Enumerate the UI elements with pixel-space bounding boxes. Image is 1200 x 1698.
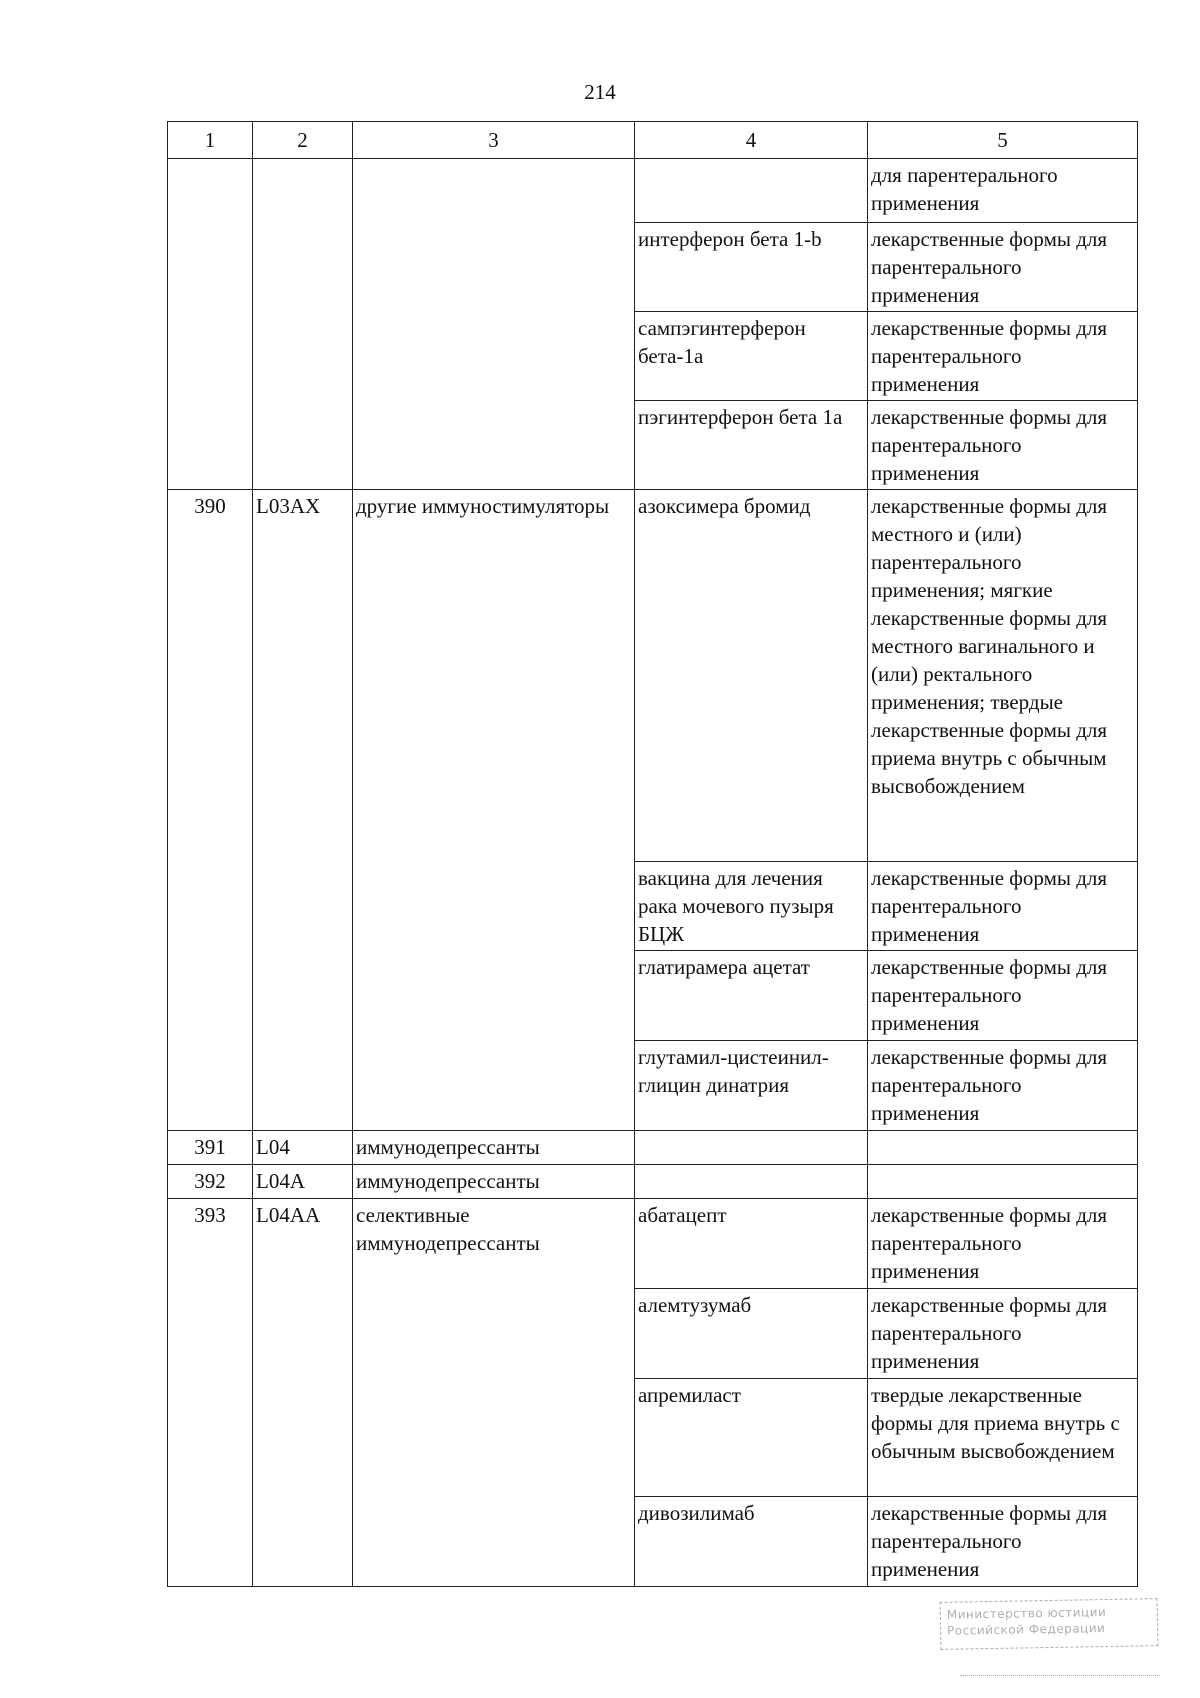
drug-name-cell <box>635 1165 868 1199</box>
row-number-cell <box>168 159 253 490</box>
dosage-form-cell: лекарственные формы для парентерального применения <box>868 1289 1138 1379</box>
atc-code-cell: L03AX <box>253 490 353 1131</box>
drug-name-cell <box>635 1131 868 1165</box>
dosage-form-cell: лекарственные формы для парентерального применения <box>868 951 1138 1041</box>
column-header-5: 5 <box>868 122 1138 159</box>
drug-name-cell: вакцина для лечения рака мочевого пузыря БЦЖ <box>635 862 868 951</box>
group-name-cell: иммунодепрессанты <box>353 1131 635 1165</box>
table-row <box>168 1165 1138 1199</box>
table-row <box>168 159 1138 223</box>
drug-name-cell: апремиласт <box>635 1379 868 1497</box>
dosage-form-cell <box>868 1131 1138 1165</box>
table-row <box>168 490 1138 862</box>
dosage-form-cell: лекарственные формы для парентерального применения <box>868 1041 1138 1131</box>
group-name-cell <box>353 159 635 490</box>
column-header-2: 2 <box>253 122 353 159</box>
group-name-cell: селективные иммунодепрессанты <box>353 1199 635 1587</box>
registration-stamp: Министерство юстиции Российской Федерации <box>940 1598 1159 1650</box>
dosage-form-cell: лекарственные формы для парентерального применения <box>868 312 1138 401</box>
dosage-form-cell: лекарственные формы для парентерального применения <box>868 1199 1138 1289</box>
drug-name-cell: пэгинтерферон бета 1a <box>635 401 868 490</box>
table-row <box>168 1199 1138 1289</box>
row-number-cell: 390 <box>168 490 253 1131</box>
group-name-cell: другие иммуностимуляторы <box>353 490 635 1131</box>
dosage-form-cell: лекарственные формы для парентерального применения <box>868 223 1138 312</box>
drug-name-cell: интерферон бета 1-b <box>635 223 868 312</box>
dosage-form-cell: лекарственные формы для местного и (или) парентерального применения; мягкие лекарственные формы для местного вагинального и (или) ректального применения; твердые лекарственные формы для приема внутрь с обычным высвобождением <box>868 490 1138 862</box>
column-header-4: 4 <box>635 122 868 159</box>
drug-name-cell: глатирамера ацетат <box>635 951 868 1041</box>
atc-code-cell: L04A <box>253 1165 353 1199</box>
group-name-cell: иммунодепрессанты <box>353 1165 635 1199</box>
dosage-form-cell <box>868 1165 1138 1199</box>
drug-name-cell: азоксимера бромид <box>635 490 868 862</box>
dosage-form-cell: лекарственные формы для парентерального применения <box>868 401 1138 490</box>
dosage-form-cell: для парентерального применения <box>868 159 1138 223</box>
drug-name-cell: абатацепт <box>635 1199 868 1289</box>
table-row <box>168 1131 1138 1165</box>
dosage-form-cell: лекарственные формы для парентерального применения <box>868 862 1138 951</box>
page-number: 214 <box>584 80 616 104</box>
drug-name-cell: алемтузумаб <box>635 1289 868 1379</box>
row-number-cell: 392 <box>168 1165 253 1199</box>
drug-name-cell: сампэгинтерферон бета-1a <box>635 312 868 401</box>
drug-name-cell <box>635 159 868 223</box>
dosage-form-cell: твердые лекарственные формы для приема внутрь с обычным высвобождением <box>868 1379 1138 1497</box>
stamp-underline <box>960 1675 1160 1676</box>
column-header-1: 1 <box>168 122 253 159</box>
atc-code-cell <box>253 159 353 490</box>
dosage-form-cell: лекарственные формы для парентерального применения <box>868 1497 1138 1587</box>
atc-code-cell: L04 <box>253 1131 353 1165</box>
table-header-row <box>168 122 1138 159</box>
drug-name-cell: глутамил-цистеинил-глицин динатрия <box>635 1041 868 1131</box>
drug-name-cell: дивозилимаб <box>635 1497 868 1587</box>
row-number-cell: 391 <box>168 1131 253 1165</box>
column-header-3: 3 <box>353 122 635 159</box>
row-number-cell: 393 <box>168 1199 253 1587</box>
drug-table <box>167 121 1138 1587</box>
atc-code-cell: L04AA <box>253 1199 353 1587</box>
